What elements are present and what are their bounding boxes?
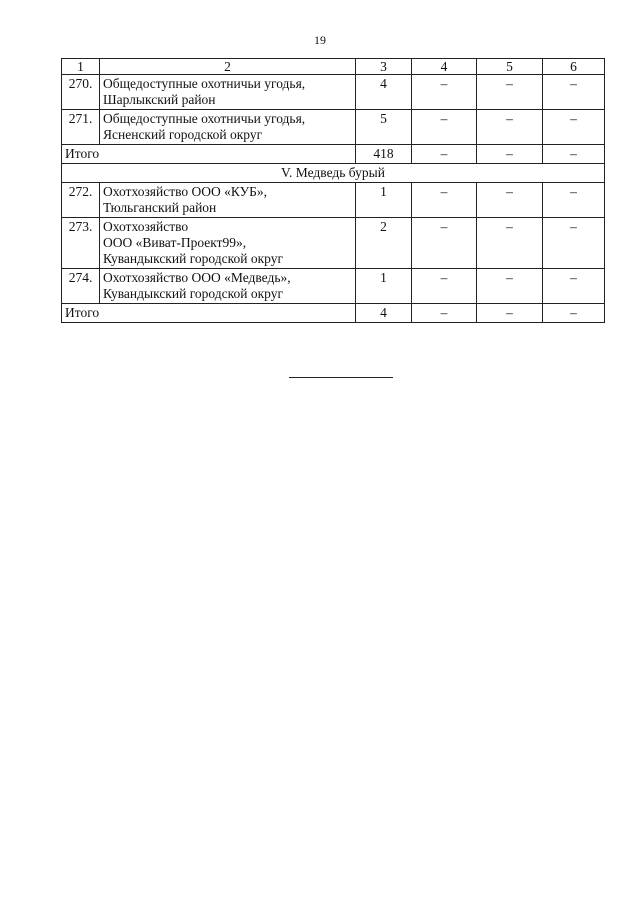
cell-c6: –: [543, 269, 605, 304]
total-c3: 418: [356, 145, 412, 164]
total-c5: –: [477, 304, 543, 323]
table-row: [62, 75, 605, 110]
total-c5: –: [477, 145, 543, 164]
cell-c6: –: [543, 183, 605, 218]
row-number: 274.: [62, 269, 100, 304]
table-header-row: [62, 59, 605, 75]
cell-c5: –: [477, 75, 543, 110]
cell-c5: –: [477, 110, 543, 145]
name-line: ООО «Виват-Проект99»,: [103, 235, 247, 250]
name-line: Кувандыкский городской округ: [103, 286, 284, 301]
header-col-1: 1: [62, 59, 100, 75]
row-number: 270.: [62, 75, 100, 110]
cell-c3: 2: [356, 218, 412, 269]
cell-c6: –: [543, 218, 605, 269]
name-line: Общедоступные охотничьи угодья,: [103, 76, 306, 91]
hunting-ground-name: [100, 183, 356, 218]
row-number: 271.: [62, 110, 100, 145]
header-col-5: 5: [477, 59, 543, 75]
cell-c4: –: [412, 218, 477, 269]
table-row: [62, 218, 605, 269]
hunting-ground-name: [100, 110, 356, 145]
name-line: Общедоступные охотничьи угодья,: [103, 111, 306, 126]
header-col-2: 2: [100, 59, 356, 75]
name-line: Охотхозяйство ООО «Медведь»,: [103, 270, 291, 285]
cell-c5: –: [477, 269, 543, 304]
name-line: Охотхозяйство ООО «КУБ»,: [103, 184, 268, 199]
cell-c4: –: [412, 110, 477, 145]
name-line: Ясненский городской округ: [103, 127, 263, 142]
table-row: [62, 110, 605, 145]
table-row: [62, 183, 605, 218]
total-c4: –: [412, 304, 477, 323]
cell-c4: –: [412, 75, 477, 110]
name-line: Тюльганский район: [103, 200, 217, 215]
header-col-4: 4: [412, 59, 477, 75]
total-row: [62, 304, 605, 323]
table-row: [62, 269, 605, 304]
row-number: 273.: [62, 218, 100, 269]
page-number: 19: [314, 33, 326, 47]
cell-c4: –: [412, 183, 477, 218]
cell-c4: –: [412, 269, 477, 304]
cell-c5: –: [477, 183, 543, 218]
name-line: Кувандыкский городской округ: [103, 251, 284, 266]
hunting-ground-name: [100, 75, 356, 110]
row-number: 272.: [62, 183, 100, 218]
total-c6: –: [543, 145, 605, 164]
header-col-6: 6: [543, 59, 605, 75]
table-body: [62, 75, 605, 323]
hunting-ground-name: [100, 218, 356, 269]
cell-c6: –: [543, 110, 605, 145]
total-c6: –: [543, 304, 605, 323]
cell-c3: 4: [356, 75, 412, 110]
total-row: [62, 145, 605, 164]
hunting-ground-name: [100, 269, 356, 304]
header-col-3: 3: [356, 59, 412, 75]
separator-line: [289, 377, 393, 378]
allocation-table: [61, 58, 605, 323]
cell-c3: 5: [356, 110, 412, 145]
cell-c3: 1: [356, 269, 412, 304]
cell-c6: –: [543, 75, 605, 110]
total-label: Итого: [62, 304, 356, 323]
cell-c5: –: [477, 218, 543, 269]
name-line: Шарлыкский район: [103, 92, 216, 107]
cell-c3: 1: [356, 183, 412, 218]
section-row: [62, 164, 605, 183]
total-label: Итого: [62, 145, 356, 164]
total-c3: 4: [356, 304, 412, 323]
name-line: Охотхозяйство: [103, 219, 189, 234]
total-c4: –: [412, 145, 477, 164]
section-heading: V. Медведь бурый: [62, 164, 605, 183]
